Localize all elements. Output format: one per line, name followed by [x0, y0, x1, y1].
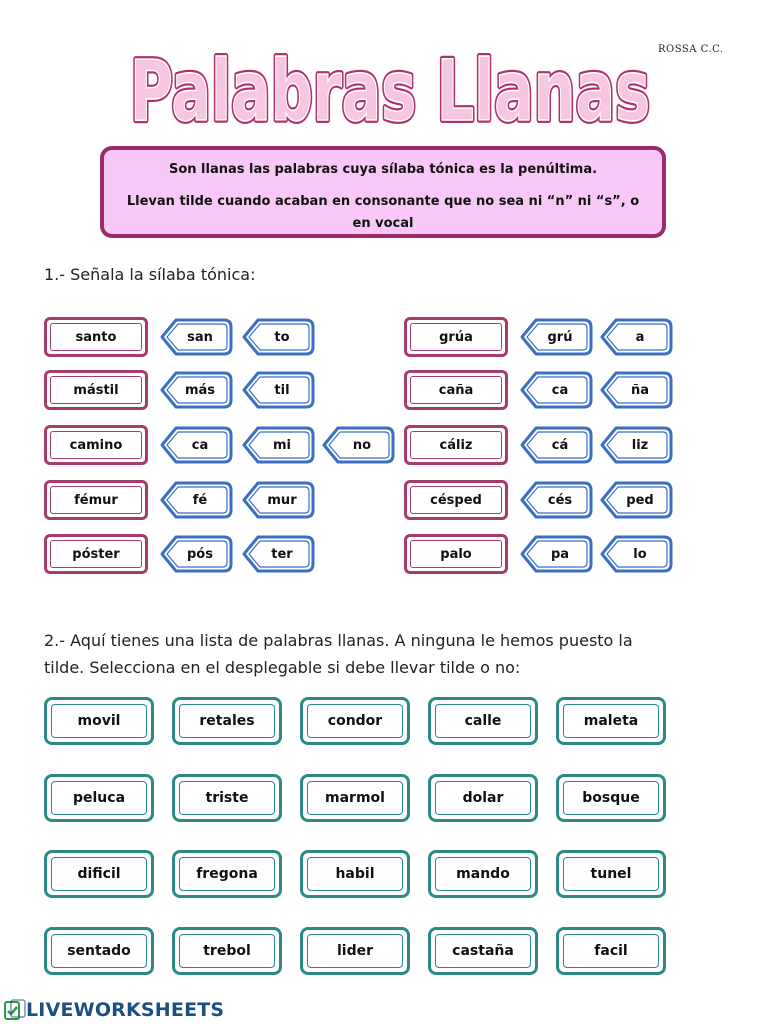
syllable-tag[interactable]: [158, 425, 234, 465]
answer-dropdown[interactable]: [428, 697, 538, 745]
word-label: trebol: [179, 934, 275, 968]
word-label: calle: [435, 704, 531, 738]
syllable-tag[interactable]: [158, 317, 234, 357]
syllable-label: ped: [626, 492, 654, 508]
syllable-label: ca: [551, 382, 569, 398]
word-label: habil: [307, 857, 403, 891]
rule-line-2: Llevan tilde cuando acaban en consonante que no sea ni “n” ni “s”, o: [126, 194, 640, 209]
syllable-tag[interactable]: [158, 534, 234, 574]
word-label: sentado: [51, 934, 147, 968]
syllable-label: a: [635, 329, 645, 345]
syllable-label: fé: [192, 492, 208, 508]
rule-line-3: en vocal: [352, 216, 414, 231]
answer-dropdown[interactable]: [556, 697, 666, 745]
word-label: caña: [410, 376, 502, 404]
syllable-label: ter: [271, 546, 293, 562]
answer-dropdown[interactable]: [44, 927, 154, 975]
syllable-tag[interactable]: [240, 317, 316, 357]
syllable-tag[interactable]: [518, 534, 594, 574]
syllable-tag[interactable]: [598, 534, 674, 574]
answer-dropdown[interactable]: [172, 850, 282, 898]
exercise2-instruction-line1: 2.- Aquí tienes una lista de palabras llanas. A ninguna le hemos puesto la: [44, 631, 633, 650]
syllable-tag[interactable]: [240, 480, 316, 520]
syllable-label: cés: [547, 492, 573, 508]
syllable-tag[interactable]: [518, 480, 594, 520]
logo-text: LIVEWORKSHEETS: [26, 999, 225, 1021]
answer-dropdown[interactable]: [44, 850, 154, 898]
liveworksheets-logo: [4, 998, 224, 1022]
syllable-label: ña: [630, 382, 650, 398]
answer-dropdown[interactable]: [172, 774, 282, 822]
word-label: camino: [50, 431, 142, 459]
word-box: [44, 370, 148, 410]
answer-dropdown[interactable]: [172, 697, 282, 745]
syllable-tag[interactable]: [158, 370, 234, 410]
answer-dropdown[interactable]: [428, 774, 538, 822]
exercise2-instruction-line2: tilde. Selecciona en el desplegable si debe llevar tilde o no:: [44, 658, 521, 677]
word-box: [404, 480, 508, 520]
answer-dropdown[interactable]: [300, 774, 410, 822]
author-credit: ROSSA C.C.: [658, 44, 724, 55]
svg-text:Palabras Llanas: Palabras Llanas: [130, 42, 650, 140]
syllable-tag[interactable]: [158, 480, 234, 520]
word-label: facil: [563, 934, 659, 968]
word-label: grúa: [410, 323, 502, 351]
word-label: cáliz: [410, 431, 502, 459]
word-label: retales: [179, 704, 275, 738]
answer-dropdown[interactable]: [556, 850, 666, 898]
word-label: bosque: [563, 781, 659, 815]
word-label: condor: [307, 704, 403, 738]
word-box: [44, 425, 148, 465]
answer-dropdown[interactable]: [428, 850, 538, 898]
rule-line-1: Son llanas las palabras cuya sílaba tónica es la penúltima.: [168, 162, 598, 177]
word-label: dificil: [51, 857, 147, 891]
answer-dropdown[interactable]: [428, 927, 538, 975]
syllable-tag[interactable]: [320, 425, 396, 465]
syllable-tag[interactable]: [598, 480, 674, 520]
syllable-label: mur: [267, 492, 297, 508]
syllable-label: to: [274, 329, 290, 345]
word-label: fregona: [179, 857, 275, 891]
syllable-tag[interactable]: [518, 317, 594, 357]
syllable-tag[interactable]: [518, 425, 594, 465]
answer-dropdown[interactable]: [172, 927, 282, 975]
syllable-label: ca: [191, 437, 209, 453]
word-box: [404, 317, 508, 357]
syllable-label: más: [184, 382, 216, 398]
answer-dropdown[interactable]: [44, 697, 154, 745]
word-label: marmol: [307, 781, 403, 815]
word-label: lider: [307, 934, 403, 968]
word-label: peluca: [51, 781, 147, 815]
word-box: [404, 425, 508, 465]
syllable-label: pa: [550, 546, 570, 562]
syllable-tag[interactable]: [598, 370, 674, 410]
answer-dropdown[interactable]: [300, 850, 410, 898]
word-box: [404, 534, 508, 574]
syllable-tag[interactable]: [518, 370, 594, 410]
rule-box: [100, 146, 666, 238]
syllable-label: mi: [272, 437, 291, 453]
answer-dropdown[interactable]: [44, 774, 154, 822]
syllable-tag[interactable]: [240, 425, 316, 465]
syllable-label: cá: [551, 437, 569, 453]
word-box: [44, 317, 148, 357]
syllable-label: til: [274, 382, 290, 398]
liveworksheets-icon: [4, 999, 26, 1021]
word-label: dolar: [435, 781, 531, 815]
syllable-label: no: [352, 437, 372, 453]
word-label: tunel: [563, 857, 659, 891]
syllable-label: liz: [631, 437, 649, 453]
worksheet-title: [120, 28, 660, 148]
word-label: triste: [179, 781, 275, 815]
word-box: [404, 370, 508, 410]
word-label: palo: [410, 540, 502, 568]
word-label: maleta: [563, 704, 659, 738]
answer-dropdown[interactable]: [556, 774, 666, 822]
syllable-label: san: [187, 329, 213, 345]
word-label: castaña: [435, 934, 531, 968]
syllable-tag[interactable]: [598, 317, 674, 357]
syllable-tag[interactable]: [240, 534, 316, 574]
word-label: movil: [51, 704, 147, 738]
word-label: césped: [410, 486, 502, 514]
answer-dropdown[interactable]: [556, 927, 666, 975]
exercise1-instruction: 1.- Señala la sílaba tónica:: [44, 265, 256, 284]
syllable-label: grú: [547, 329, 573, 345]
syllable-tag[interactable]: [240, 370, 316, 410]
word-label: mástil: [50, 376, 142, 404]
svg-text:Palabras Llanas: Palabras Llanas: [130, 42, 650, 140]
word-label: fémur: [50, 486, 142, 514]
word-label: santo: [50, 323, 142, 351]
syllable-label: pós: [187, 546, 213, 562]
syllable-label: lo: [633, 546, 647, 562]
answer-dropdown[interactable]: [300, 927, 410, 975]
word-label: mando: [435, 857, 531, 891]
word-box: [44, 480, 148, 520]
syllable-tag[interactable]: [598, 425, 674, 465]
word-label: póster: [50, 540, 142, 568]
word-box: [44, 534, 148, 574]
answer-dropdown[interactable]: [300, 697, 410, 745]
